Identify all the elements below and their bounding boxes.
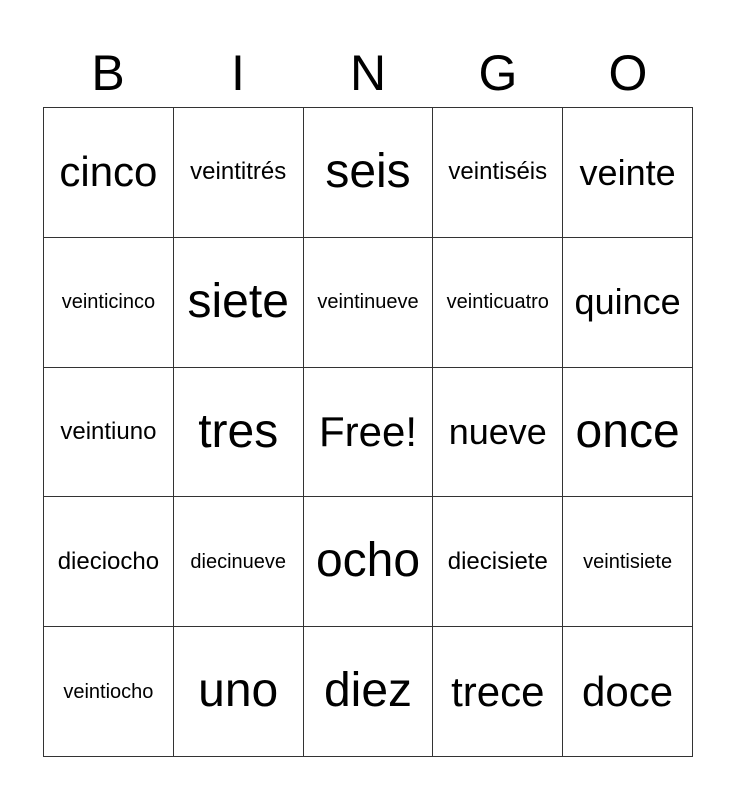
header-letter-i: I [231, 45, 245, 101]
bingo-cell-r2-c1: veinticinco [44, 238, 174, 368]
header-letter-n: N [349, 45, 387, 101]
bingo-cell-r3-c2: tres [174, 368, 304, 498]
bingo-cell-r1-c1: cinco [44, 108, 174, 238]
bingo-cell-r3-c5: once [563, 368, 693, 498]
bingo-cell-r3-c4: nueve [433, 368, 563, 498]
header-letter-g: G [478, 45, 518, 101]
bingo-cell-r2-c3: veintinueve [304, 238, 434, 368]
bingo-cell-r5-c1: veintiocho [44, 627, 174, 757]
header-letter-b: B [91, 45, 125, 101]
bingo-cell-r1-c2: veintitrés [174, 108, 304, 238]
bingo-cell-r1-c3: seis [304, 108, 434, 238]
bingo-cell-r5-c4: trece [433, 627, 563, 757]
bingo-cell-r5-c2: uno [174, 627, 304, 757]
bingo-cell-r4-c1: dieciocho [44, 497, 174, 627]
bingo-cell-r1-c4: veintiséis [433, 108, 563, 238]
header-letter-o: O [608, 45, 648, 101]
bingo-cell-r1-c5: veinte [563, 108, 693, 238]
bingo-cell-r4-c3: ocho [304, 497, 434, 627]
bingo-cell-r5-c3: diez [304, 627, 434, 757]
bingo-cell-r2-c2: siete [174, 238, 304, 368]
bingo-cell-r2-c5: quince [563, 238, 693, 368]
bingo-cell-free-space: Free! [304, 368, 434, 498]
bingo-cell-r4-c2: diecinueve [174, 497, 304, 627]
bingo-cell-r3-c1: veintiuno [44, 368, 174, 498]
bingo-cell-r4-c5: veintisiete [563, 497, 693, 627]
bingo-cell-r4-c4: diecisiete [433, 497, 563, 627]
bingo-board [43, 107, 693, 757]
bingo-cell-r5-c5: doce [563, 627, 693, 757]
bingo-cell-r2-c4: veinticuatro [433, 238, 563, 368]
bingo-header [43, 40, 693, 106]
